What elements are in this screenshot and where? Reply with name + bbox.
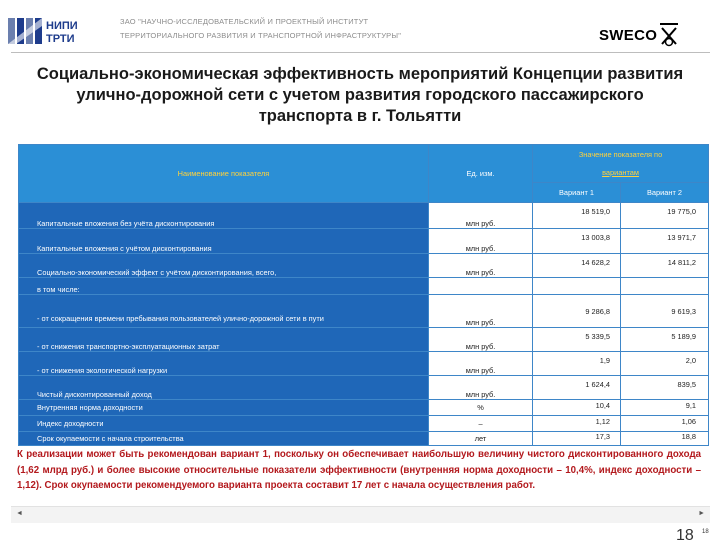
row-name: Внутренняя норма доходности: [19, 400, 429, 416]
row-value-variant-1: [533, 278, 621, 295]
scroll-left-icon[interactable]: ◄: [16, 510, 23, 517]
row-name: в том числе:: [19, 278, 429, 295]
row-unit: млн руб.: [429, 295, 533, 328]
table-row: [19, 278, 709, 295]
row-value-variant-2: 2,0: [621, 352, 709, 376]
row-name: - от снижения экологической нагрузки: [19, 352, 429, 376]
org-line-1: ЗАО "НАУЧНО-ИССЛЕДОВАТЕЛЬСКИЙ И ПРОЕКТНЫЙ ИНСТИТУТ: [120, 17, 369, 26]
row-value-variant-2: 14 811,2: [621, 254, 709, 278]
table-row: [19, 254, 709, 278]
header-unit: Ед. изм.: [429, 145, 533, 203]
header-divider: [11, 52, 710, 53]
organization-name: [120, 15, 520, 43]
logo-text-top: НИПИ: [46, 20, 78, 32]
row-unit: %: [429, 400, 533, 416]
row-value-variant-2: 18,8: [621, 432, 709, 446]
table-row: [19, 416, 709, 432]
row-value-variant-1: 1,12: [533, 416, 621, 432]
row-value-variant-2: 839,5: [621, 376, 709, 400]
table-row: [19, 400, 709, 416]
sweco-logo: [599, 22, 681, 48]
page-number: 18: [676, 527, 694, 544]
header-value-line-1: Значение показателя по: [578, 149, 663, 159]
table-row: [19, 328, 709, 352]
table-row: [19, 376, 709, 400]
page-number-small: 18: [702, 529, 709, 535]
table-row: [19, 352, 709, 376]
sweco-emblem-icon: [657, 22, 681, 48]
row-unit: млн руб.: [429, 376, 533, 400]
row-value-variant-1: 13 003,8: [533, 229, 621, 254]
row-value-variant-1: 17,3: [533, 432, 621, 446]
indicators-table: [18, 144, 709, 446]
row-value-variant-1: 1 624,4: [533, 376, 621, 400]
row-name: - от сокращения времени пребывания пользователей улично-дорожной сети в пути: [19, 295, 429, 328]
row-value-variant-2: 9,1: [621, 400, 709, 416]
row-unit: млн руб.: [429, 203, 533, 229]
row-value-variant-1: 1,9: [533, 352, 621, 376]
sweco-logo-text: SWECO: [599, 26, 658, 44]
row-value-variant-1: 5 339,5: [533, 328, 621, 352]
row-name: Капитальные вложения без учёта дисконтирования: [19, 203, 429, 229]
row-value-variant-1: 14 628,2: [533, 254, 621, 278]
row-value-variant-2: [621, 278, 709, 295]
header-variant-1: Вариант 1: [533, 183, 621, 203]
row-name: Срок окупаемости с начала строительства: [19, 432, 429, 446]
header-indicator-name: Наименование показателя: [19, 145, 429, 203]
header-value-line-2: вариантам: [602, 167, 639, 177]
row-unit: млн руб.: [429, 328, 533, 352]
slide-title: Социально-экономическая эффективность мероприятий Концепции развития улично-дорожной сети с учетом развития городского пассажирского транспорта в г. Тольятти: [36, 65, 684, 125]
slide-header: [0, 0, 720, 50]
row-unit: млн руб.: [429, 254, 533, 278]
logo-text-bottom: ТРТИ: [46, 33, 75, 45]
row-unit: млн руб.: [429, 229, 533, 254]
row-value-variant-1: 9 286,8: [533, 295, 621, 328]
row-name: Чистый дисконтированный доход: [19, 376, 429, 400]
table-row: [19, 432, 709, 446]
row-name: - от снижения транспортно-эксплуатационных затрат: [19, 328, 429, 352]
table-header-row: [19, 145, 709, 183]
row-unit: [429, 278, 533, 295]
row-value-variant-2: 1,06: [621, 416, 709, 432]
table-row: [19, 229, 709, 254]
row-value-variant-2: 19 775,0: [621, 203, 709, 229]
row-name: Индекс доходности: [19, 416, 429, 432]
conclusion-text: К реализации может быть рекомендован вариант 1, поскольку он обеспечивает наибольшую величину чистого дисконтированного дохода (1,62 млрд руб.) и более высокие относительные показатели эффективности (внутренняя норма доходности – 10,4%, индекс доходности – 1,12). Срок окупаемости рекомендуемого варианта проекта составит 17 лет с начала осуществления работ.: [17, 449, 701, 491]
row-value-variant-1: 10,4: [533, 400, 621, 416]
row-name: Социально-экономический эффект с учётом дисконтирования, всего,: [19, 254, 429, 278]
org-line-2: ТЕРРИТОРИАЛЬНОГО РАЗВИТИЯ И ТРАНСПОРТНОЙ ИНФРАСТРУКТУРЫ": [120, 31, 402, 40]
row-value-variant-2: 9 619,3: [621, 295, 709, 328]
table-row: [19, 295, 709, 328]
row-unit: лет: [429, 432, 533, 446]
row-value-variant-2: 5 189,9: [621, 328, 709, 352]
row-unit: млн руб.: [429, 352, 533, 376]
nipi-trti-logo: [8, 16, 108, 46]
scroll-right-icon[interactable]: ►: [698, 510, 705, 517]
table-row: [19, 203, 709, 229]
row-unit: –: [429, 416, 533, 432]
row-value-variant-1: 18 519,0: [533, 203, 621, 229]
row-value-variant-2: 13 971,7: [621, 229, 709, 254]
row-name: Капитальные вложения с учётом дисконтирования: [19, 229, 429, 254]
horizontal-scrollbar[interactable]: [11, 506, 710, 523]
header-variant-2: Вариант 2: [621, 183, 709, 203]
header-value: [533, 145, 709, 183]
